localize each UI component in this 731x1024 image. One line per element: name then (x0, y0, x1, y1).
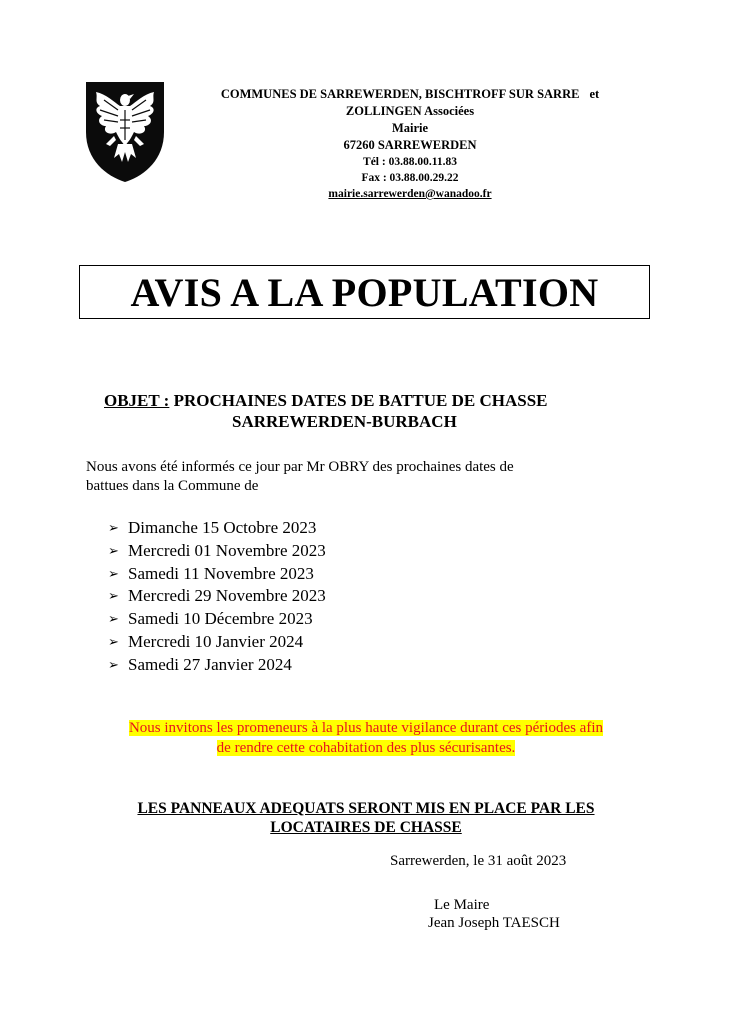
letterhead-zollingen: ZOLLINGEN Associées (345, 104, 475, 118)
list-item: ➢ Samedi 11 Novembre 2023 (108, 563, 326, 586)
object-heading (104, 390, 664, 432)
list-item: ➢ Dimanche 15 Octobre 2023 (108, 517, 326, 540)
list-item: ➢ Samedi 27 Janvier 2024 (108, 654, 326, 677)
signage-line2: LOCATAIRES DE CHASSE (270, 819, 462, 836)
intro-paragraph: Nous avons été informés ce jour par Mr OBRY des prochaines dates de battues dans la Commune de (86, 459, 514, 494)
arrow-bullet-icon: ➢ (108, 542, 119, 558)
notice-line1: Nous invitons les promeneurs à la plus haute vigilance durant ces périodes afin (128, 720, 604, 736)
arrow-bullet-icon: ➢ (108, 656, 119, 672)
notice-title-box (79, 265, 650, 319)
letterhead-email[interactable]: mairie.sarrewerden@wanadoo.fr (328, 188, 492, 200)
letterhead-mairie: Mairie (391, 121, 429, 135)
arrow-bullet-icon: ➢ (108, 633, 119, 649)
notice-line2: de rendre cette cohabitation des plus sécurisantes. (216, 740, 516, 756)
arrow-bullet-icon: ➢ (108, 565, 119, 581)
eagle-crest-icon (84, 80, 166, 184)
letterhead-phone: Tél : 03.88.00.11.83 (363, 156, 457, 168)
object-line1: PROCHAINES DATES DE BATTUE DE CHASSE (173, 391, 548, 410)
list-item: ➢ Mercredi 10 Janvier 2024 (108, 631, 326, 654)
signage-line1: LES PANNEAUX ADEQUATS SERONT MIS EN PLACE PAR LES (137, 800, 595, 817)
date-place: Sarrewerden, le 31 août 2023 (390, 853, 567, 869)
list-item: ➢ Mercredi 29 Novembre 2023 (108, 585, 326, 608)
letterhead (180, 86, 640, 203)
vigilance-notice (86, 718, 646, 758)
signature-name: Jean Joseph TAESCH (428, 915, 560, 931)
hunt-dates-list (108, 517, 326, 677)
letterhead-fax: Fax : 03.88.00.29.22 (361, 172, 459, 184)
signature-title: Le Maire (434, 897, 490, 913)
arrow-bullet-icon: ➢ (108, 611, 119, 627)
letterhead-communes: COMMUNES DE SARREWERDEN, BISCHTROFF SUR SARRE et (220, 87, 600, 101)
list-item: ➢ Samedi 10 Décembre 2023 (108, 608, 326, 631)
object-line2: SARREWERDEN-BURBACH (232, 412, 457, 431)
list-item: ➢ Mercredi 01 Novembre 2023 (108, 540, 326, 563)
arrow-bullet-icon: ➢ (108, 588, 119, 604)
object-label: OBJET : (104, 391, 170, 410)
arrow-bullet-icon: ➢ (108, 520, 119, 535)
signage-notice (86, 799, 646, 837)
letterhead-address: 67260 SARREWERDEN (343, 138, 477, 152)
page-title: AVIS A LA POPULATION (130, 269, 599, 315)
